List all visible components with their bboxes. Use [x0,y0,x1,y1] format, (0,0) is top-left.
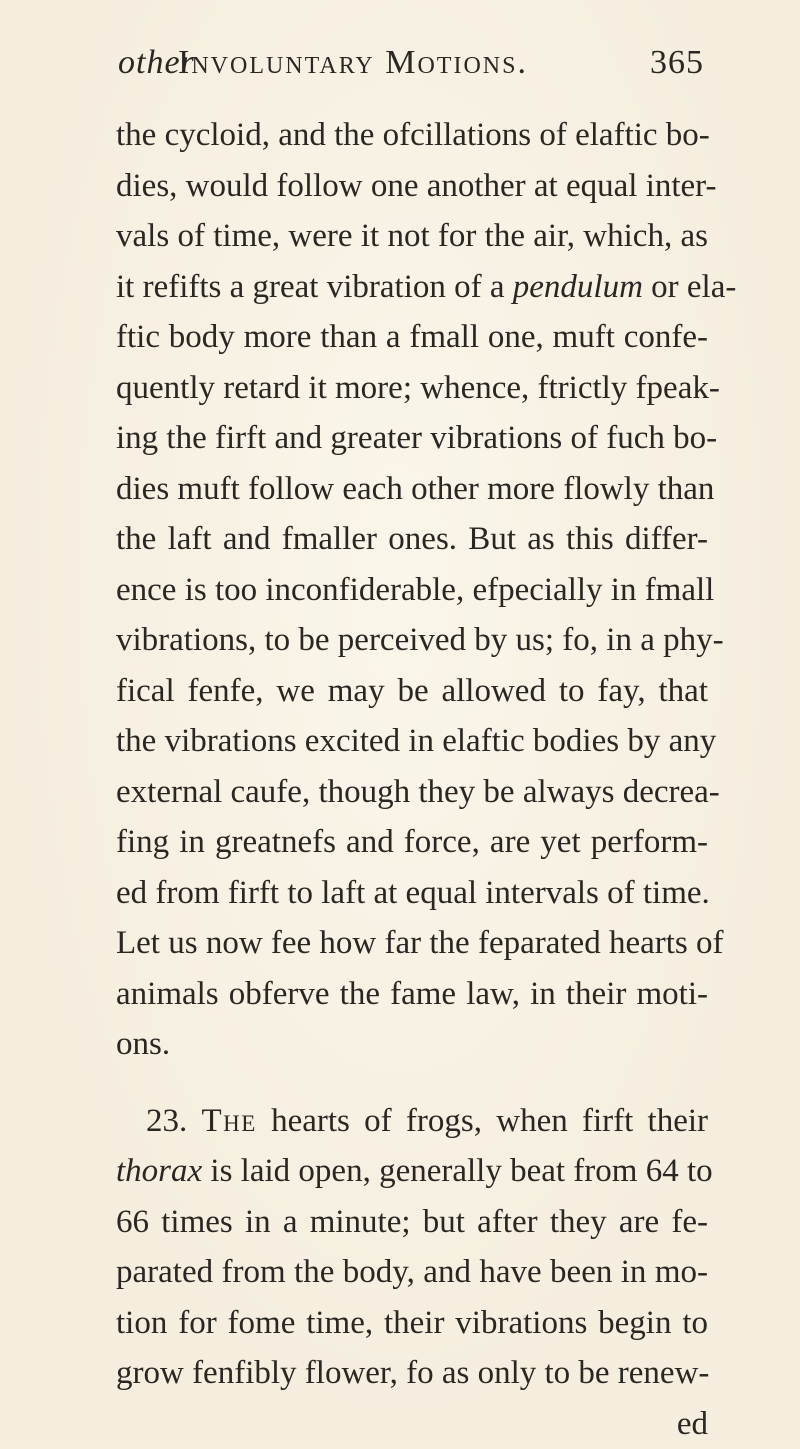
text-line [116,262,708,313]
text-line: ons. [116,1019,708,1070]
text-segment: or ela- [651,269,736,305]
text-line: the cycloid, and the ofcillations of elaftic bo- [116,110,708,161]
text-line: Let us now fee how far the feparated hearts of [116,918,708,969]
text-line: vals of time, were it not for the air, which, as [116,211,708,262]
text-line: vibrations, to be perceived by us; fo, in a phy- [116,615,708,666]
paragraph-lead-word: The [202,1103,257,1139]
text-line: tion for fome time, their vibrations begin to [116,1298,708,1349]
running-head-left: other [118,44,195,82]
text-segment: is laid open, generally beat from 64 to [210,1153,712,1189]
running-header [118,44,704,96]
text-line: grow fenfibly flower, fo as only to be renew- [116,1348,708,1399]
text-line: ence is too inconfiderable, efpecially in fmall [116,565,708,616]
text-line: the vibrations excited in elaftic bodies by any [116,716,708,767]
text-line: ing the firft and greater vibrations of fuch bo- [116,413,708,464]
text-line: the laft and fmaller ones. But as this differ- [116,514,708,565]
text-line: ed from firft to laft at equal intervals of time. [116,868,708,919]
paragraph-number: 23. [146,1103,187,1139]
text-line: fing in greatnefs and force, are yet perform- [116,817,708,868]
text-line: parated from the body, and have been in mo- [116,1247,708,1298]
text-line: ftic body more than a fmall one, muft confe- [116,312,708,363]
italic-term-pendulum: pendulum [513,269,643,305]
text-line: animals obferve the fame law, in their moti- [116,969,708,1020]
running-head-title: Involuntary Motions. [178,44,528,82]
catchword: ed [116,1399,708,1449]
text-line [116,1096,708,1147]
page-number: 365 [650,44,704,82]
text-line: 66 times in a minute; but after they are fe- [116,1197,708,1248]
italic-term-thorax: thorax [116,1153,202,1189]
text-segment: it refifts a great vibration of a [116,269,505,305]
text-line: fical fenfe, we may be allowed to fay, that [116,666,708,717]
text-line: dies, would follow one another at equal inter- [116,161,708,212]
paragraph-gap [116,1070,708,1096]
text-line: external caufe, though they be always decrea- [116,767,708,818]
text-line: quently retard it more; whence, ftrictly fpeak- [116,363,708,414]
text-segment: hearts of frogs, when firft their [271,1103,708,1139]
text-line: dies muft follow each other more flowly than [116,464,708,515]
text-line [116,1146,708,1197]
body-text [116,110,708,1449]
